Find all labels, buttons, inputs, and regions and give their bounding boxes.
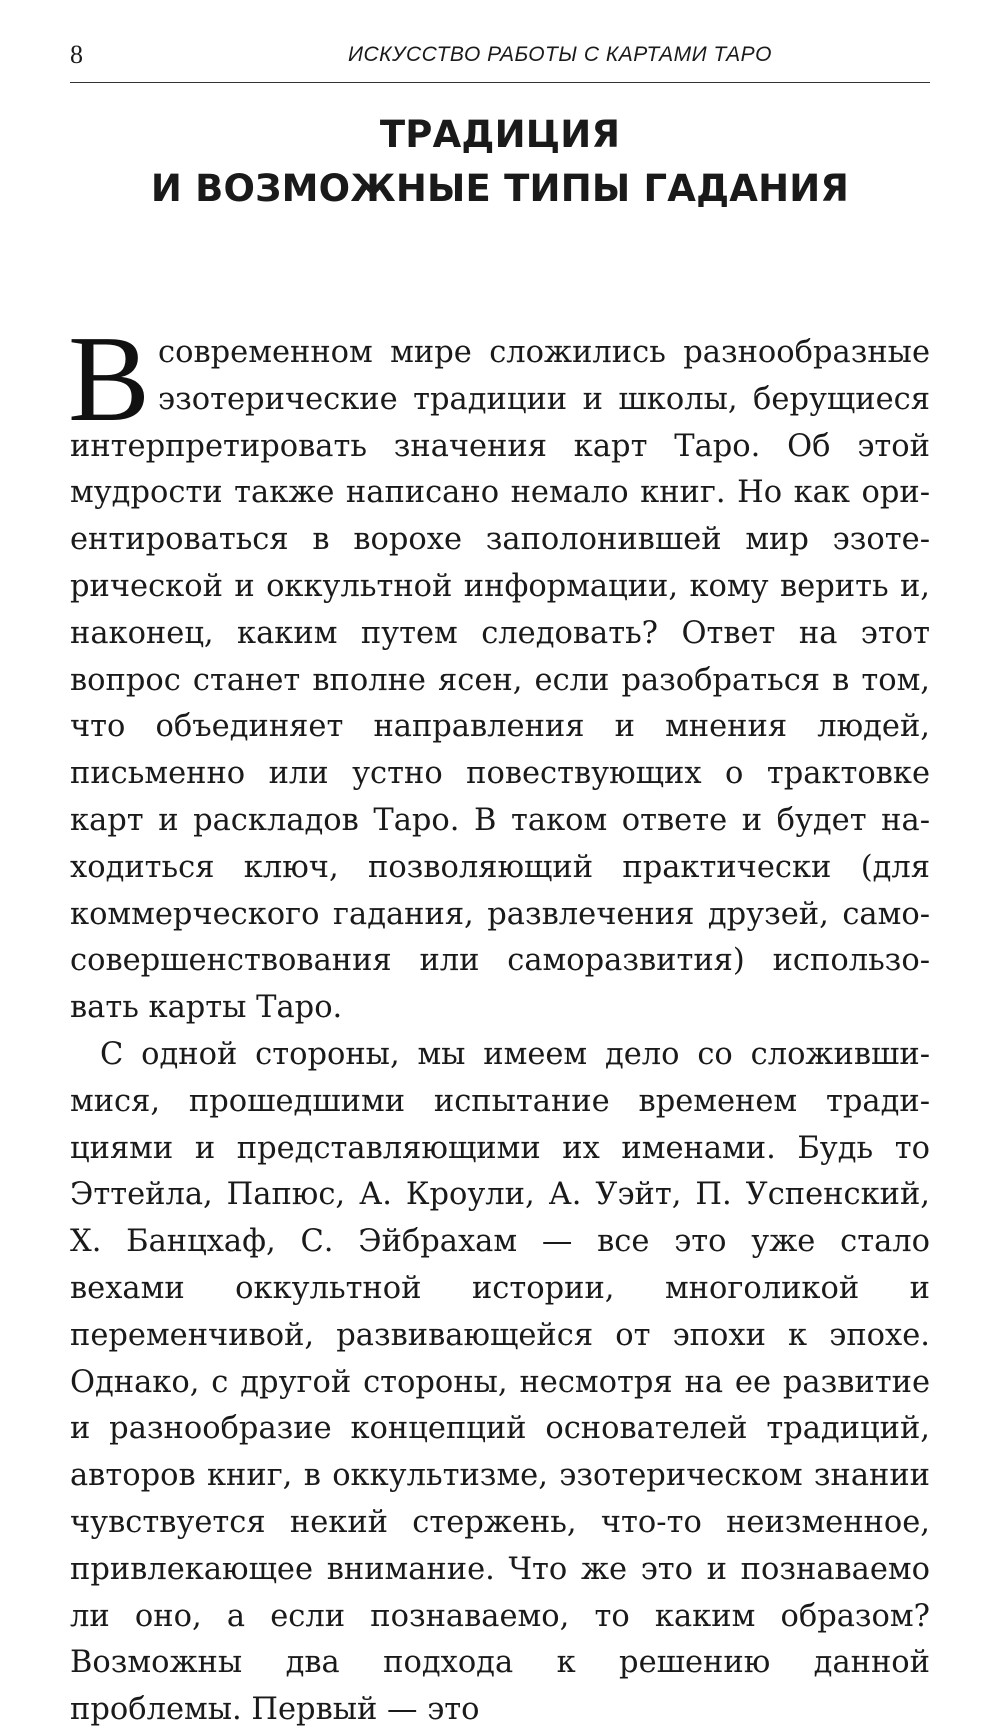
header-rule xyxy=(70,82,930,83)
drop-cap: В xyxy=(68,310,151,447)
paragraph-2: С одной стороны, мы имеем дело со сложившимися, прошедшими испытание временем традициями и представляющими их именами. Будь то Эттейла, Папюс, А. Кроули, А. Уэйт, П. Успенский, Х. Банцхаф, С. Эйбрахам — все это уже стало вехами оккультной истории, многоликой и переменчивой, развивающейся от эпохи к эпохе. Однако, с другой стороны, несмотря на ее развитие и разнообразие концепций основателей традиций, авторов книг, в оккультизме, эзотерическом знании чувствуется некий стержень, что-то неизменное, привлекающее внимание. Что же это и познаваемо ли оно, а если познаваемо, то каким образом? Возможны два подхода к решению данной проблемы. Первый — это xyxy=(70,1036,930,1728)
paragraph-1 xyxy=(68,310,930,1032)
page-number: 8 xyxy=(70,40,83,69)
running-header xyxy=(70,40,930,80)
paragraph-1-text: современном мире сложились разнообразные эзотерические традиции и школы, берущиеся интерпретировать значения карт Таро. Об этой мудрости также написано немало книг. Но как ориентироваться в ворохе заполонившей мир эзотерической и оккультной информации, кому верить и, наконец, каким путем следовать? Ответ на этот вопрос станет вполне ясен, если разобраться в том, что объединяет направления и мнения людей, письменно или устно повествующих о трактовке карт и раскладов Таро. В таком ответе и будет находиться ключ, позволяющий практически (для коммерческого гадания, развлечения друзей, самосовершенствования или саморазвития) использовать карты Таро. xyxy=(70,335,930,1026)
book-title-header: ИСКУССТВО РАБОТЫ С КАРТАМИ ТАРО xyxy=(347,43,773,66)
chapter-title xyxy=(70,108,930,216)
body-text xyxy=(68,310,930,1734)
chapter-title-line-2: И ВОЗМОЖНЫЕ ТИПЫ ГАДАНИЯ xyxy=(150,167,850,210)
chapter-title-line-1: ТРАДИЦИЯ xyxy=(379,113,621,156)
